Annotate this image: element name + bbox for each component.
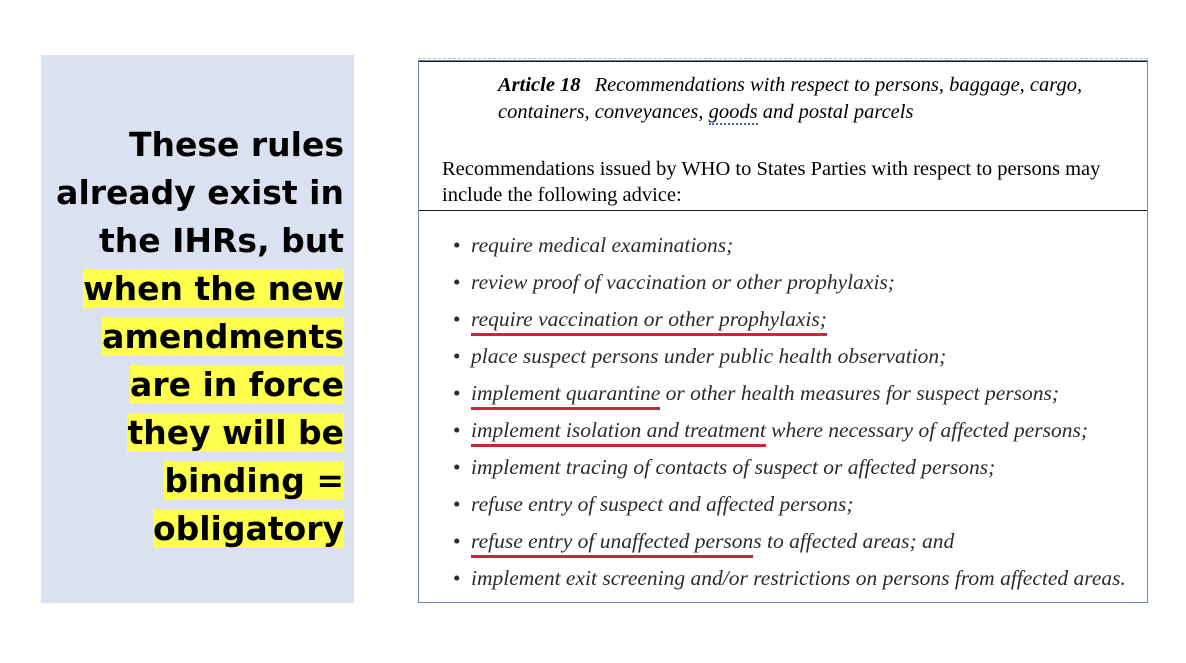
underlined-text: implement isolation and treatment: [471, 416, 766, 447]
underlined-text: implement quarantine: [471, 379, 660, 410]
item-text: place suspect persons under public health observation;: [471, 344, 947, 368]
article-title-line1: Recommendations with respect to persons, baggage, cargo,: [594, 74, 1083, 96]
article-title-goods: goods: [708, 101, 758, 123]
callout-text: [44, 121, 344, 553]
list-item: [451, 453, 1126, 490]
article-title-line2-end: and postal parcels: [757, 101, 914, 123]
callout-highlight-line: are in force: [130, 365, 344, 404]
document-excerpt: [418, 60, 1148, 603]
callout-line: already exist in: [56, 173, 344, 212]
callout-highlight-line: binding =: [164, 461, 344, 500]
item-text: implement exit screening and/or restrictions on persons from affected areas.: [471, 566, 1126, 590]
bullet-icon: •: [453, 344, 461, 368]
bullet-icon: •: [453, 307, 461, 331]
callout-highlight-line: when the new: [83, 269, 344, 308]
item-text: or other health measures for suspect persons;: [660, 381, 1060, 405]
list-item: [451, 527, 1126, 564]
item-text: s to affected areas; and: [753, 529, 955, 553]
intro-line: include the following advice:: [442, 184, 682, 206]
list-item: [451, 564, 1126, 601]
item-text: implement tracing of contacts of suspect or affected persons;: [471, 455, 996, 479]
callout-line: These rules: [129, 125, 344, 164]
intro-line: Recommendations issued by WHO to States Parties with respect to persons may: [442, 158, 1101, 180]
list-item: [451, 268, 1126, 305]
bullet-icon: •: [453, 566, 461, 590]
bullet-icon: •: [453, 418, 461, 442]
underlined-text: refuse entry of unaffected person: [471, 527, 753, 558]
bullet-icon: •: [453, 233, 461, 257]
item-text: review proof of vaccination or other prophylaxis;: [471, 270, 895, 294]
list-item: [451, 416, 1126, 453]
callout-highlight-line: amendments: [102, 317, 344, 356]
list-item: [451, 490, 1126, 527]
bullet-icon: •: [453, 455, 461, 479]
callout-highlight-line: obligatory: [152, 509, 344, 548]
bullet-icon: •: [453, 492, 461, 516]
callout-line: the IHRs, but: [98, 221, 344, 260]
bullet-icon: •: [453, 529, 461, 553]
callout-panel: [41, 55, 354, 603]
item-text: refuse entry of suspect and affected persons;: [471, 492, 854, 516]
list-item: [451, 305, 1126, 342]
article-number: Article 18: [498, 74, 581, 96]
list-item: [451, 342, 1126, 379]
item-text: require medical examinations;: [471, 233, 734, 257]
bullet-icon: •: [453, 270, 461, 294]
underlined-text: require vaccination or other prophylaxis;: [471, 305, 827, 336]
callout-highlight-line: they will be: [127, 413, 344, 452]
article-title: [498, 72, 1138, 126]
list-item: [451, 231, 1126, 268]
item-text: where necessary of affected persons;: [765, 418, 1089, 442]
advice-list: [451, 231, 1126, 601]
intro-paragraph: [442, 156, 1142, 208]
list-item: [451, 379, 1126, 416]
article-header: [419, 61, 1147, 211]
article-title-line2-start: containers, conveyances,: [498, 101, 709, 123]
bullet-icon: •: [453, 381, 461, 405]
